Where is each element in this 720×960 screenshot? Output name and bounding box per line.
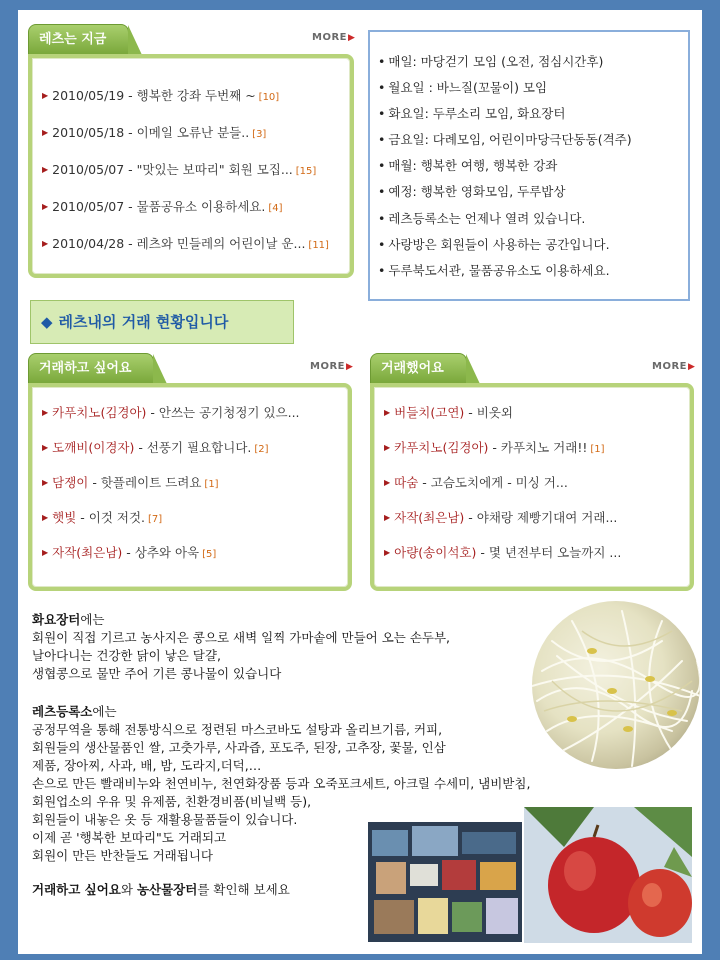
notice-item: • 예정: 행복한 영화모임, 두루밥상	[378, 184, 566, 199]
registry-line: 제품, 장아찌, 사과, 배, 밤, 도라지,더덕,…	[32, 758, 262, 773]
bullet-icon: ▶	[42, 548, 49, 557]
bullet-icon: ▶	[384, 513, 391, 522]
now-board-item[interactable]: ▶ 2010/05/07 - 물품공유소 이용하세요. [4]	[42, 199, 283, 214]
market-line: 생협콩으로 물만 주어 기른 콩나물이 있습니다	[32, 666, 282, 681]
bullet-icon: ▶	[42, 408, 49, 417]
notice-item: • 두루북도서관, 물품공유소도 이용하세요.	[378, 263, 610, 278]
apples-illustration	[524, 807, 692, 943]
done-board-item[interactable]: ▶ 자작(최은남) - 야채랑 제빵기대여 거래...	[384, 510, 618, 525]
done-board-item[interactable]: ▶ 따숨 - 고슴도치에게 - 미싱 거...	[384, 475, 568, 490]
market-line: 회원이 직접 기르고 농사지은 콩으로 새벽 일찍 가마솥에 만들어 오는 손두부,	[32, 630, 451, 645]
want-board-tab[interactable]: 거래하고 싶어요	[28, 353, 154, 383]
footer-line: 거래하고 싶어요와 농산물장터를 확인해 보세요	[32, 882, 290, 897]
goods-illustration	[368, 822, 522, 942]
registry-goods-photo	[368, 822, 522, 942]
bullet-icon: ▶	[42, 128, 49, 137]
registry-line: 이제 곧 '행복한 보따리"도 거래되고	[32, 830, 227, 845]
registry-line: 손으로 만든 빨래비누와 천연비누, 천연화장품 등과 오죽포크세트, 아크릴 수세미, 냄비받침,	[32, 776, 531, 791]
done-board-item[interactable]: ▶ 아량(송이석호) - 몇 년전부터 오늘까지 ...	[384, 545, 622, 560]
notice-item: • 금요일: 다례모임, 어린이마당극단동동(격주)	[378, 132, 632, 147]
done-board-body	[370, 383, 694, 591]
bullet-icon: ▶	[42, 165, 49, 174]
registry-line: 회원이 만든 반찬들도 거래됩니다	[32, 848, 213, 863]
want-board-body	[28, 383, 352, 591]
now-board-item[interactable]: ▶ 2010/05/18 - 이메일 오류난 분들.. [3]	[42, 125, 267, 140]
notice-item: • 매월: 행복한 여행, 행복한 강좌	[378, 158, 558, 173]
notice-item: • 매일: 마당걷기 모임 (오전, 점심시간후)	[378, 54, 604, 69]
bean-sprouts-photo	[532, 601, 700, 769]
registry-line: 회원업소의 우유 및 유제품, 친환경비품(비닐백 등),	[32, 794, 312, 809]
notice-item: • 레츠등록소는 언제나 열려 있습니다.	[378, 211, 586, 226]
now-board-tab[interactable]: 레츠는 지금	[28, 24, 129, 54]
want-board-item[interactable]: ▶ 담쟁이 - 핫플레이트 드려요 [1]	[42, 475, 219, 490]
want-board-more-link[interactable]: MORE▶	[310, 361, 354, 372]
want-board-item[interactable]: ▶ 카푸치노(김경아) - 안쓰는 공기청정기 있으...	[42, 405, 300, 420]
more-arrow-icon: ▶	[345, 362, 354, 372]
more-arrow-icon: ▶	[347, 33, 356, 43]
banner-text: 레츠내의 거래 현황입니다	[58, 313, 229, 331]
now-board-item[interactable]: ▶ 2010/05/07 - "맛있는 보따리" 회원 모집... [15]	[42, 162, 317, 177]
bullet-icon: ▶	[42, 513, 49, 522]
trade-status-banner	[30, 300, 294, 344]
bullet-icon: ▶	[42, 478, 49, 487]
market-line: 날아다니는 건강한 닭이 낳은 달걀,	[32, 648, 221, 663]
notice-item: • 화요일: 두루소리 모임, 화요장터	[378, 106, 566, 121]
bullet-icon: ▶	[42, 202, 49, 211]
page-frame	[18, 10, 702, 954]
diamond-icon: ◆	[41, 313, 53, 331]
bullet-icon: ▶	[42, 239, 49, 248]
page-content	[18, 10, 702, 954]
want-board-item[interactable]: ▶ 자작(최은남) - 상추와 아욱 [5]	[42, 545, 217, 560]
registry-line: 공정무역을 통해 전통방식으로 정련된 마스코바도 설탕과 올리브기름, 커피,	[32, 722, 443, 737]
now-board-body	[28, 54, 354, 278]
more-arrow-icon: ▶	[687, 362, 696, 372]
done-board-item[interactable]: ▶ 버들치(고연) - 비옷외	[384, 405, 513, 420]
done-board-tab[interactable]: 거래했어요	[370, 353, 467, 383]
done-board	[370, 353, 694, 593]
bullet-icon: ▶	[384, 408, 391, 417]
registry-line: 회원들이 내놓은 옷 등 재활용물품들이 있습니다.	[32, 812, 298, 827]
now-board-item[interactable]: ▶ 2010/05/19 - 행복한 강좌 두번째 ~ [10]	[42, 88, 280, 103]
done-board-more-link[interactable]: MORE▶	[652, 361, 696, 372]
bullet-icon: ▶	[384, 478, 391, 487]
done-board-item[interactable]: ▶ 카푸치노(김경아) - 카푸치노 거래!! [1]	[384, 440, 605, 455]
bullet-icon: ▶	[42, 91, 49, 100]
now-board	[28, 24, 354, 278]
now-board-more-link[interactable]: MORE▶	[312, 32, 356, 43]
apples-photo	[524, 807, 692, 943]
want-board-item[interactable]: ▶ 햇빛 - 이것 저것. [7]	[42, 510, 163, 525]
registry-heading: 레츠등록소에는	[32, 704, 117, 719]
notice-item: • 사랑방은 회원들이 사용하는 공간입니다.	[378, 237, 610, 252]
want-board-item[interactable]: ▶ 도깨비(이경자) - 선풍기 필요합니다. [2]	[42, 440, 269, 455]
market-heading: 화요장터에는	[32, 612, 105, 627]
bullet-icon: ▶	[384, 443, 391, 452]
notice-item: • 월요일 : 바느질(꼬물이) 모임	[378, 80, 548, 95]
want-board	[28, 353, 352, 593]
bullet-icon: ▶	[42, 443, 49, 452]
bean-sprouts-illustration	[532, 601, 700, 769]
bullet-icon: ▶	[384, 548, 391, 557]
notice-box	[368, 30, 690, 301]
registry-line: 회원들의 생산물품인 쌀, 고춧가루, 사과즙, 포도주, 된장, 고추장, 꽃물, 인삼	[32, 740, 446, 755]
now-board-item[interactable]: ▶ 2010/04/28 - 레츠와 민들레의 어린이날 운... [11]	[42, 236, 329, 251]
